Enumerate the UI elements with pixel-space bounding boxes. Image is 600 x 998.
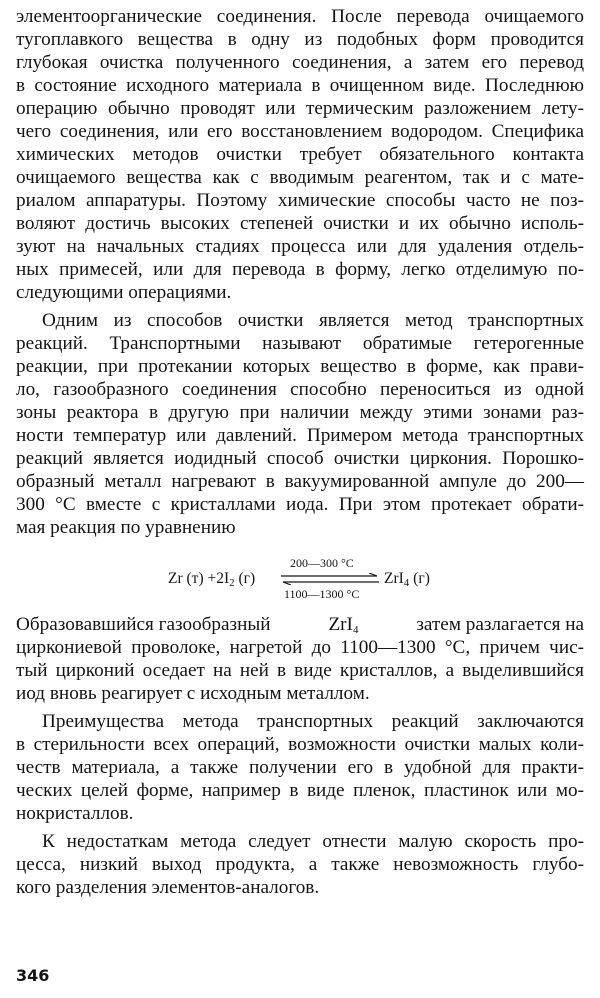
subscript: 4 [352,624,359,636]
text-line: нокристаллов. [16,803,134,824]
text-line: воляют достичь высоких степеней очистки и их обычно исполь- [16,213,584,234]
text-line: чего соединения, или его восстановлением водородом. Специфика [16,121,584,142]
text-line: кого разделения элементов-аналогов. [16,877,320,898]
text-line [16,613,584,636]
text-line: элементоорганические соединения. После перевода очищаемого [16,6,584,27]
text-line: ческих целей форме, например в виде пленок, пластинок или мо- [16,780,584,801]
text-line: ности температур или давлений. Примером метода транспортных [16,425,584,446]
formula-text: ZrI [328,614,353,635]
subscript: 2 [229,577,235,589]
text-line-spacer [42,514,584,537]
formula [328,613,358,636]
text-line: цесса, низкий выход продукта, а также невозможность глубо- [16,854,584,875]
text-line: очищаемого вещества как с вводимым реагентом, так и с мате- [16,167,584,188]
text-line: химических методов очистки требует обязательного контакта [16,144,584,165]
text-line: иод вновь реагирует с исходным металлом. [16,683,370,704]
text-line: ных примесей, или для перевода в форму, легко отделимую по- [16,259,584,280]
text-line: Преимущества метода транспортных реакций заключаются [42,711,584,732]
text-line: К недостаткам метода следует отнести малую скорость про- [42,831,584,852]
text-line: реакций является иодидный способ очистки циркония. Порошко- [16,448,584,469]
equation-phase: (г) [234,570,256,587]
text-fragment: затем разлагается на [416,614,584,635]
equation-reactants: Zr (т) +2I [168,570,230,587]
text-line: в стерильности всех операций, возможности очистки малых коли- [16,734,584,755]
equilibrium-arrows-icon [281,573,379,585]
text-line: зоны реактора в другую при наличии между этими зонами раз- [16,402,584,423]
text-line: ло, газообразного соединения способно переноситься из одной [16,379,584,400]
equation-bottom-condition: 1100—1300 °С [284,587,360,601]
text-line: зуют на начальных стадиях процесса или для удаления отдель- [16,236,584,257]
text-line: честв материала, а также получении его в удобной для практи- [16,757,584,778]
equation-phase: (г) [409,570,430,587]
text-line: риалом аппаратуры. Поэтому химические способы часто не поз- [16,190,584,211]
text-line: операцию обычно проводят или термическим разложением лету- [16,98,584,119]
text-line: Одним из способов очистки является метод транспортных [42,310,584,331]
text-line: реакций. Транспортными называют обратимые гетерогенные [16,333,584,354]
text-line: реакции, при протекании которых вещество в форме, как прави- [16,356,584,377]
text-line: в состояние исходного материала в очищенном виде. Последнюю [16,75,584,96]
text-fragment: Образовавшийся газообразный [16,614,271,635]
text-line: циркониевой проволоке, нагретой до 1100—1300 °С, причем чис- [16,637,584,658]
text-line: глубокая очистка полученного соединения, а затем его перевод [16,52,584,73]
text-line: 300 °С вместе с кристаллами иода. При этом протекает обрати- [16,494,584,515]
equation-top-condition: 200—300 °С [290,556,354,570]
text-line: тугоплавкого вещества в одну из подобных форм проводится [16,29,584,50]
text-line: мая реакция по уравнению [16,517,236,538]
page-number: 346 [16,966,50,985]
text-line: тый цирконий оседает на ней в виде кристаллов, а выделившийся [16,660,584,681]
equation-left-side [168,570,255,588]
equation-right-side [384,570,430,588]
text-line: образный металл нагревают в вакуумированной ампуле до 200— [16,471,584,492]
text-line: следующими операциями. [16,282,232,303]
equation-product: ZrI [384,570,404,587]
subscript: 4 [403,577,410,589]
